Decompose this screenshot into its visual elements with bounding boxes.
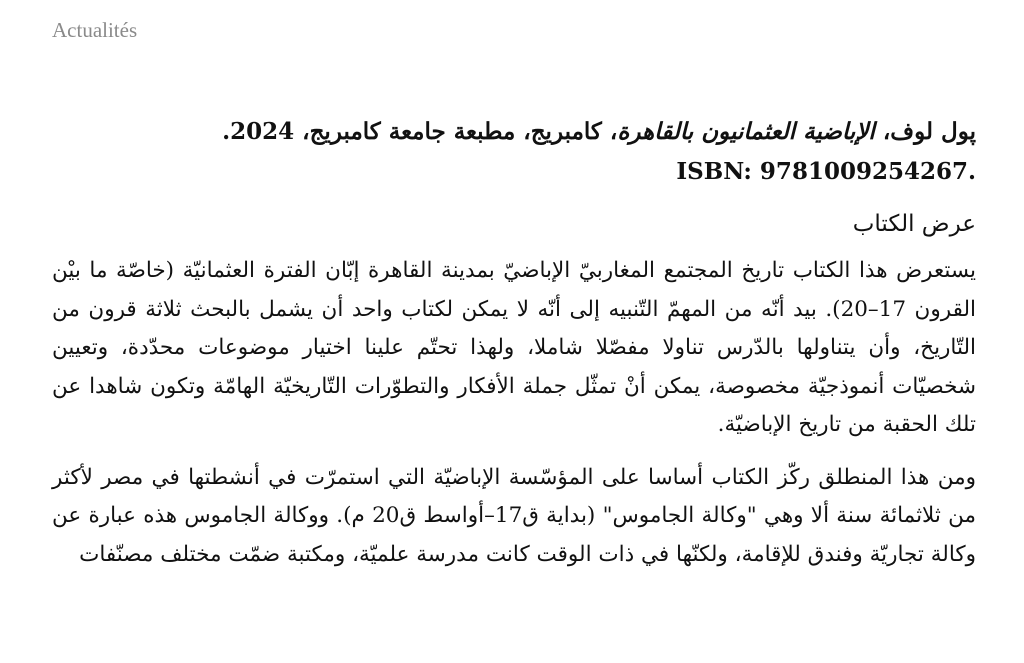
book-title: الإباضية العثمانيون بالقاهرة bbox=[617, 118, 875, 145]
body-paragraph-2: ومن هذا المنطلق ركّز الكتاب أساسا على المؤسّسة الإباضيّة التي استمرّت في أنشطتها في مصر لأكثر من ثلاثمائة سنة ألا وهي "وكالة الجاموس" (بداية ق17–أواسط ق20 م). ووكالة الجاموس هذه عبارة عن وكالة تجاريّة وفندق للإقامة، ولكنّها في ذات الوقت كانت مدرسة علميّة، ومكتبة ضمّت مختلف مصنّفات bbox=[52, 464, 976, 567]
isbn: .ISBN: 9781009254267 bbox=[676, 158, 976, 185]
body-paragraph-1: يستعرض هذا الكتاب تاريخ المجتمع المغاربيّ الإباضيّ بمدينة القاهرة إبّان الفترة العثمانيّة (خاصّة ما بيْن القرون 17–20). بيد أنّه من المهمّ التّنبيه إلى أنّه لا يمكن لكتاب واحد أن يشمل بالبحث ثلاثة قرون من التّاريخ، وأن يتناولها بالدّرس تناولا مفصّلا شاملا، ولهذا تحتّم علينا اختيار موضوعات محدّدة، وتعيين شخصيّات أنموذجيّة مخصوصة، يمكن أنْ تمثّل جملة الأفكار والتطوّرات التّاريخيّة الهامّة وتكون شاهدا عن تلك الحقبة من تاريخ الإباضيّة. bbox=[52, 258, 976, 437]
book-citation bbox=[52, 112, 976, 152]
citation-author: پول لوف، bbox=[874, 118, 976, 145]
citation-publisher: ، كامبريج، مطبعة جامعة كامبريج، 2024. bbox=[222, 118, 618, 145]
book-review bbox=[52, 112, 976, 588]
section-heading: عرض الكتاب bbox=[852, 211, 976, 237]
section-label: Actualités bbox=[52, 18, 138, 42]
